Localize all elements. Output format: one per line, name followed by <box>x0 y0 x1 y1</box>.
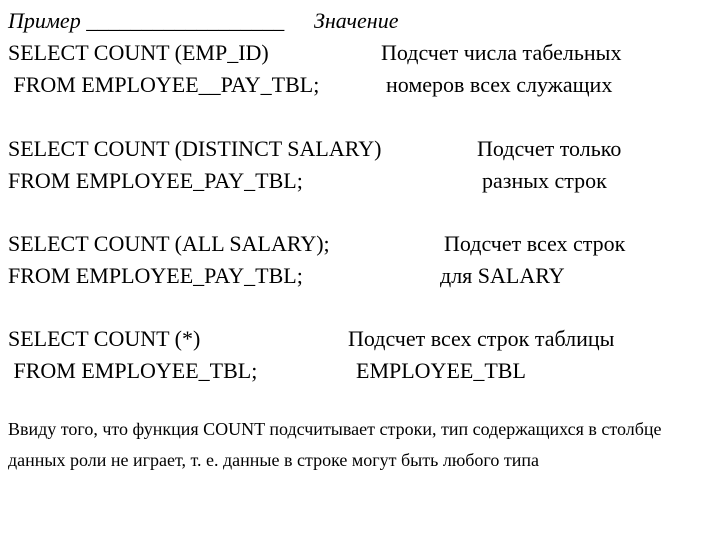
description-2-line-2: разных строк <box>482 168 607 193</box>
value-header: Значение <box>314 8 399 33</box>
description-4-line-2: EMPLOYEE_TBL <box>356 358 526 383</box>
query-1-line-2: FROM EMPLOYEE__PAY_TBL; <box>8 72 320 97</box>
query-3-line-2: FROM EMPLOYEE_PAY_TBL; <box>8 263 303 288</box>
query-1-line-1: SELECT COUNT (EMP_ID) <box>8 40 269 65</box>
description-2-line-1: Подсчет только <box>477 136 622 161</box>
description-1-line-2: номеров всех служащих <box>386 72 613 97</box>
query-4-line-1: SELECT COUNT (*) <box>8 326 201 351</box>
query-2-line-2: FROM EMPLOYEE_PAY_TBL; <box>8 168 303 193</box>
description-3-line-1: Подсчет всех строк <box>444 231 626 256</box>
query-4-line-2: FROM EMPLOYEE_TBL; <box>8 358 258 383</box>
description-3-line-2: для SALARY <box>440 263 565 288</box>
query-3-line-1: SELECT COUNT (ALL SALARY); <box>8 231 330 256</box>
description-1-line-1: Подсчет числа табельных <box>381 40 622 65</box>
example-header: Пример __________________ <box>8 8 285 33</box>
query-2-line-1: SELECT COUNT (DISTINCT SALARY) <box>8 136 382 161</box>
count-note-paragraph: Ввиду того, что функция COUNT подсчитывает строки, тип содержащихся в столбце данных роли не играет, т. е. данные в строке могут быть любого типа <box>8 419 662 470</box>
description-4-line-1: Подсчет всех строк таблицы <box>348 326 615 351</box>
